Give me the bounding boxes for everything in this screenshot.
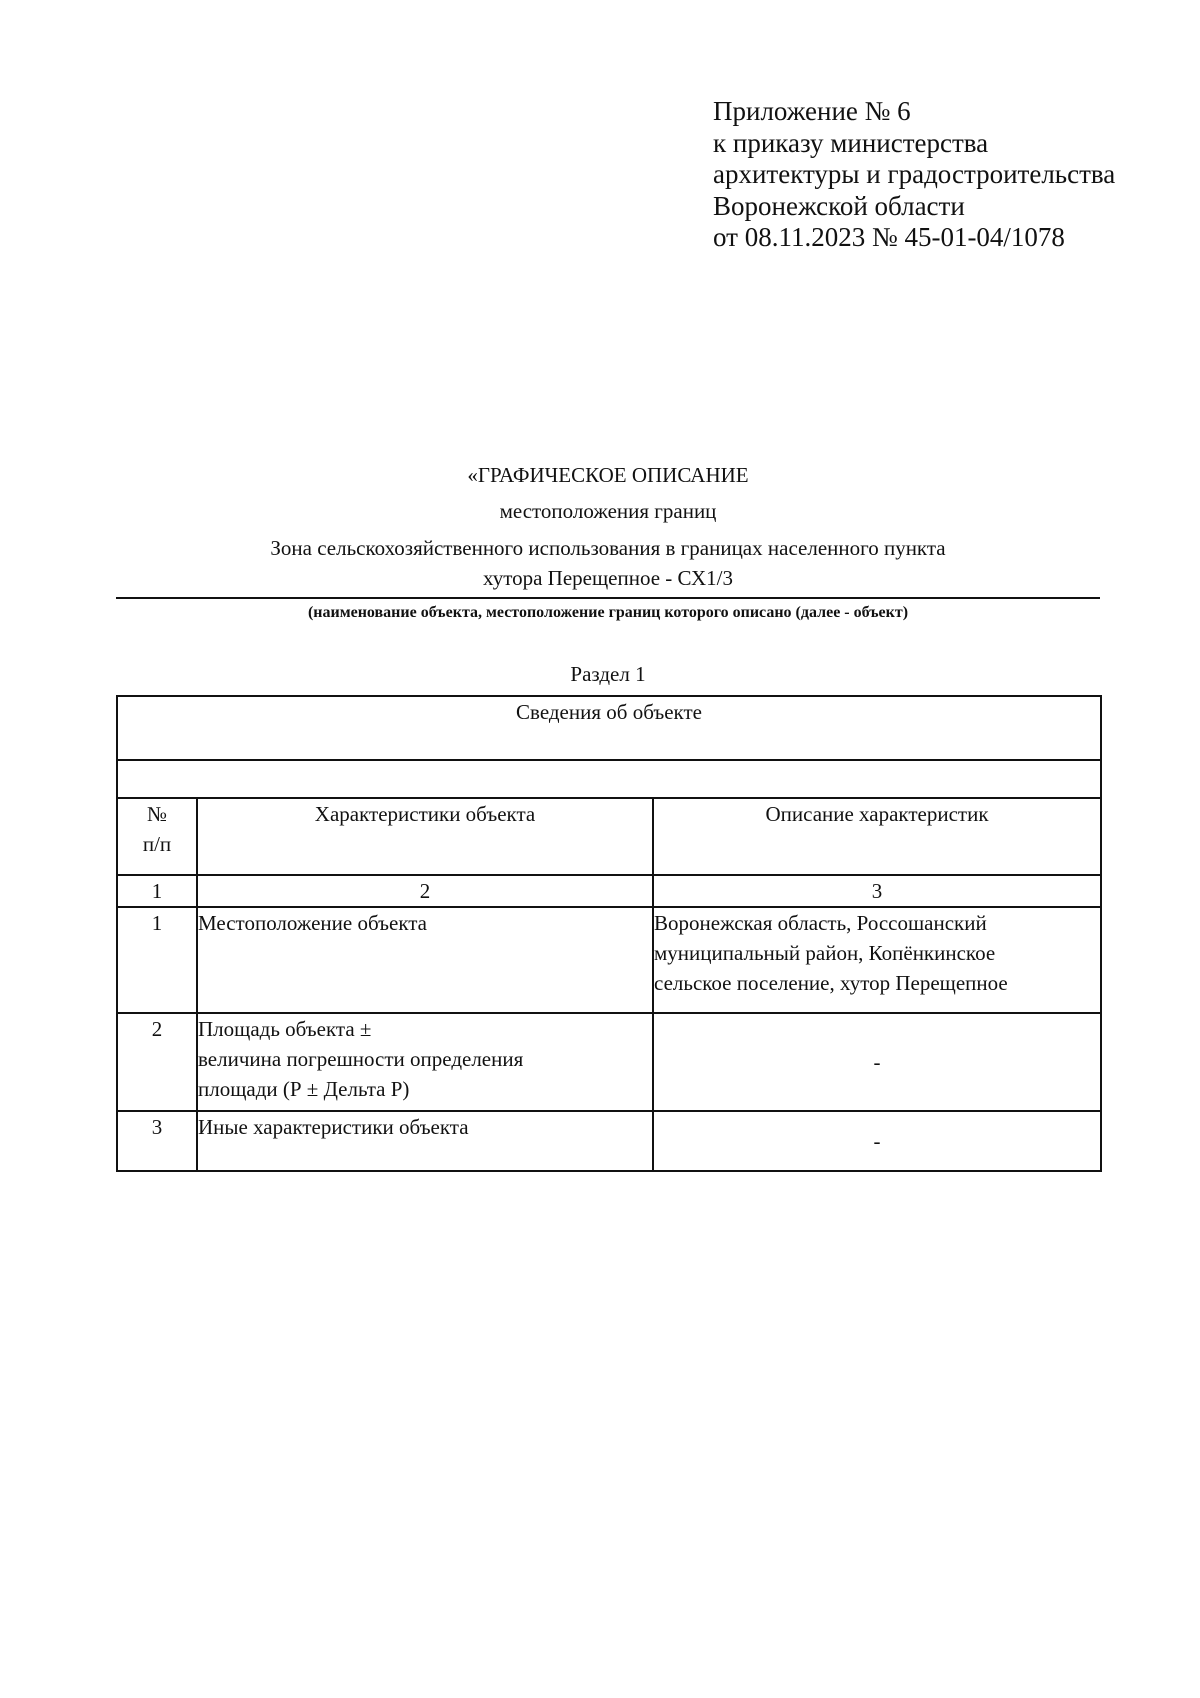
appendix-line: Приложение № 6: [713, 96, 911, 126]
document-subtitle: местоположения границ: [499, 499, 717, 523]
appendix-line: к приказу министерства: [713, 127, 989, 158]
description-line: муниципальный район, Копёнкинское: [654, 941, 996, 965]
object-name-line: Зона сельскохозяйственного использования в границах населенного пункта: [270, 536, 946, 560]
row-characteristic: [197, 907, 653, 1013]
header-number-line: п/п: [142, 832, 172, 856]
object-name-underline: [116, 597, 1100, 599]
characteristic-line: Местоположение объекта: [198, 911, 428, 935]
row-description: [653, 1111, 1101, 1171]
empty-cell: [117, 760, 1101, 798]
header-characteristics: Характеристики объекта: [197, 798, 653, 875]
row-number: 3: [117, 1111, 197, 1171]
row-description: [653, 907, 1101, 1013]
characteristic-line: Иные характеристики объекта: [198, 1115, 469, 1139]
header-description: Описание характеристик: [653, 798, 1101, 875]
column-number: 2: [197, 875, 653, 907]
row-characteristic: [197, 1111, 653, 1171]
table-row: [117, 907, 1101, 1013]
characteristic-line: величина погрешности определения: [198, 1047, 524, 1071]
appendix-line: от 08.11.2023 № 45-01-04/1078: [713, 222, 1065, 252]
row-description: [653, 1013, 1101, 1111]
characteristic-line: Площадь объекта ±: [198, 1017, 372, 1041]
appendix-line: архитектуры и градостроительства: [713, 159, 1116, 189]
description-line: -: [873, 1050, 881, 1074]
appendix-block: [713, 96, 1115, 254]
row-number: 2: [117, 1013, 197, 1111]
object-info-table: [116, 695, 1102, 1172]
description-line: сельское поселение, хутор Перещепное: [654, 971, 1008, 995]
table-empty-row: [117, 760, 1101, 798]
column-number: 3: [653, 875, 1101, 907]
table-header-row: [117, 798, 1101, 875]
column-number-row: [117, 875, 1101, 907]
table-row: [117, 1013, 1101, 1111]
row-characteristic: [197, 1013, 653, 1111]
header-number-line: №: [146, 802, 168, 826]
table-title-row: [117, 696, 1101, 760]
document-title: «ГРАФИЧЕСКОЕ ОПИСАНИЕ: [467, 463, 749, 487]
header-number: [117, 798, 197, 875]
row-number: 1: [117, 907, 197, 1013]
characteristic-line: площади (Р ± Дельта Р): [198, 1077, 410, 1101]
appendix-line: Воронежской области: [713, 190, 965, 221]
section-label: Раздел 1: [570, 662, 646, 686]
table-row: [117, 1111, 1101, 1171]
object-caption: (наименование объекта, местоположение границ которого описано (далее - объект): [307, 604, 909, 621]
column-number: 1: [117, 875, 197, 907]
description-line: -: [873, 1129, 881, 1153]
object-name-line: хутора Перещепное - СХ1/3: [483, 566, 733, 590]
table-title: Сведения об объекте: [117, 696, 1101, 760]
description-line: Воронежская область, Россошанский: [654, 911, 987, 935]
